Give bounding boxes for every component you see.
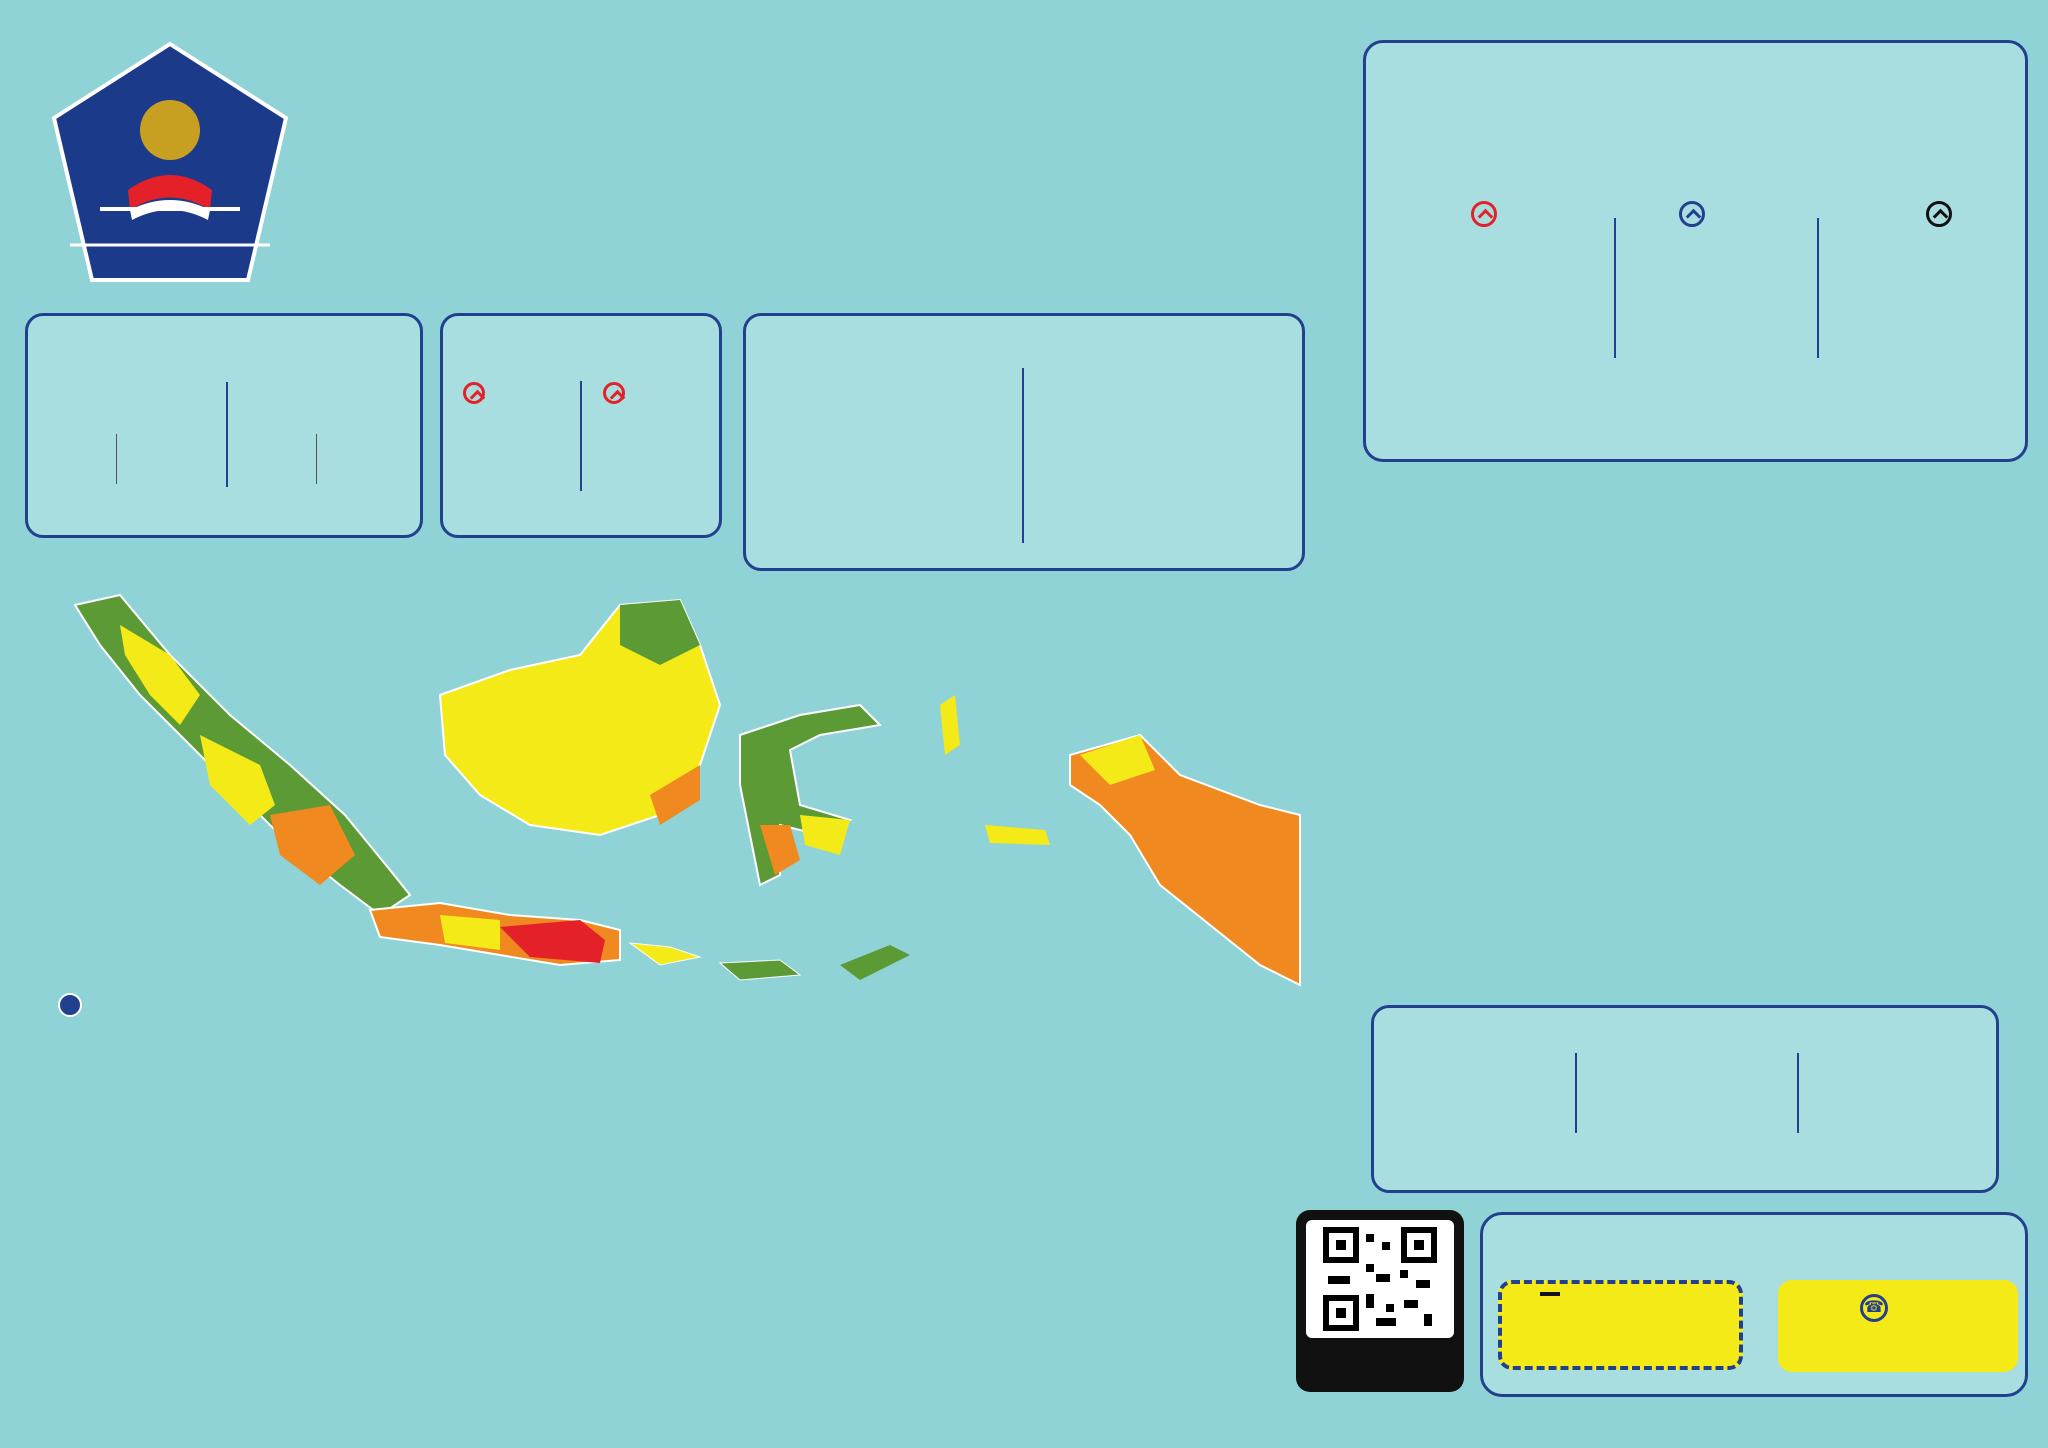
- divider: [226, 382, 228, 487]
- divider: [1614, 218, 1616, 358]
- call-center-box[interactable]: [1778, 1280, 2018, 1372]
- logo-line: [100, 207, 240, 211]
- divider: [1022, 368, 1024, 543]
- pcr-panel: [440, 313, 722, 538]
- logo-text: [90, 205, 250, 213]
- info-panel: [1480, 1212, 2028, 1397]
- phone-icon: ☎: [1860, 1294, 1888, 1322]
- indonesia-map: [60, 585, 1310, 995]
- pcr-people-delta: [463, 378, 489, 406]
- daily-case-chart: [40, 1080, 1250, 1435]
- arrow-up-icon: [603, 382, 625, 404]
- deaths-delta: [1926, 193, 1956, 232]
- funds-panel: [1371, 1005, 1999, 1193]
- divider: [316, 434, 317, 484]
- arrow-up-icon: [1926, 201, 1952, 227]
- confirmed-delta: [1471, 193, 1501, 232]
- pcr-specimen-delta: [603, 378, 629, 406]
- divider: [1575, 1053, 1577, 1133]
- dot-legend: [58, 993, 82, 1017]
- divider: [580, 381, 582, 491]
- official-site-box[interactable]: [1498, 1280, 1743, 1370]
- arrow-up-icon: [1679, 201, 1705, 227]
- emergency-panel: [25, 313, 423, 538]
- arrow-up-icon: [1471, 201, 1497, 227]
- site-label: [1540, 1292, 1560, 1296]
- cumulative-dot-icon: [58, 993, 82, 1017]
- divider: [1797, 1053, 1799, 1133]
- qr-code-icon: [1306, 1220, 1454, 1338]
- task-force-logo: [50, 40, 290, 285]
- total-panel: [1363, 40, 2028, 462]
- qr-card[interactable]: [1296, 1210, 1464, 1392]
- divider: [1817, 218, 1819, 358]
- divider: [116, 434, 117, 484]
- logistics-panel: [743, 313, 1305, 571]
- recovered-delta: [1679, 193, 1709, 232]
- arrow-up-icon: [463, 382, 485, 404]
